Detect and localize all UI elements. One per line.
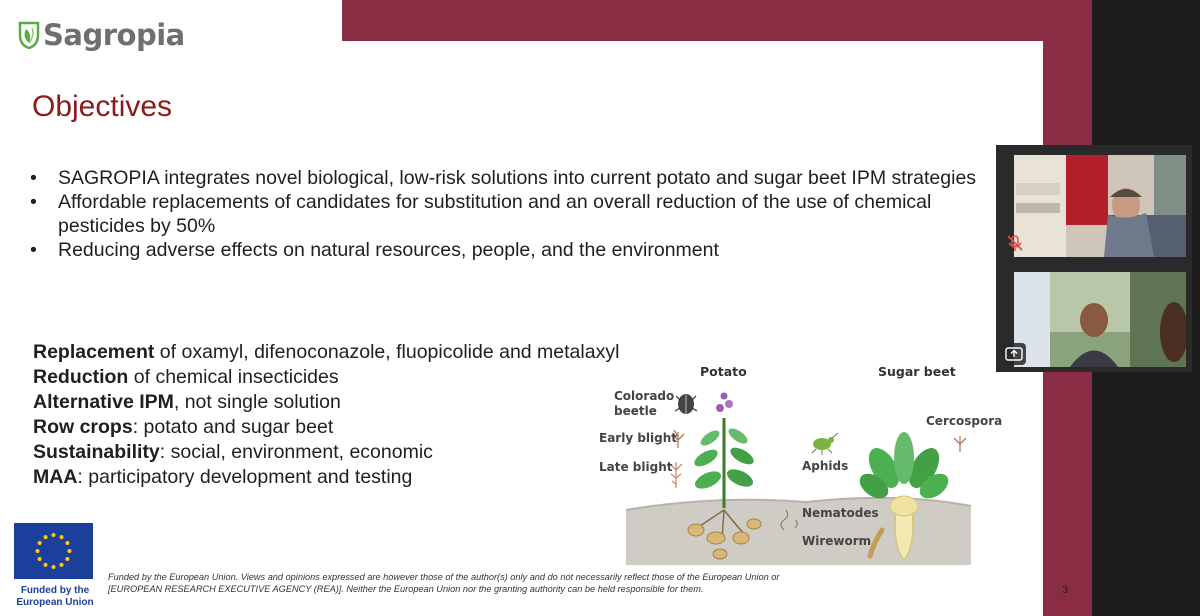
crop-pest-illustration — [596, 360, 1006, 570]
participant-2-video-frame — [1014, 272, 1186, 367]
aphid-icon — [812, 433, 838, 455]
soil-layer — [626, 498, 971, 565]
slide-title: Objectives — [32, 90, 173, 123]
objective-bullet: • SAGROPIA integrates novel biological, low-risk solutions into current potato and sugar beet IPM strategies — [30, 166, 1005, 190]
potato-heading: Potato — [700, 364, 747, 379]
eu-funding-label: Funded by the European Union — [16, 585, 94, 608]
objective-bullet: • Affordable replacements of candidates for substitution and an overall reduction of the use of chemical pesticides by 50% — [30, 190, 1005, 238]
accent-band-top — [342, 0, 1092, 41]
cercospora-label: Cercospora — [926, 414, 1003, 428]
participant-1-video-frame — [1014, 155, 1186, 257]
colorado-label-1: Colorado — [614, 389, 675, 403]
key-point: MAA: participatory development and testing — [33, 466, 413, 488]
slide-page-number: 3 — [1062, 584, 1069, 596]
key-point: Alternative IPM, not single solution — [33, 391, 341, 413]
logo-text: Sagropia — [43, 18, 185, 52]
key-point: Reduction of chemical insecticides — [33, 366, 339, 388]
leaf-shield-icon — [18, 21, 40, 49]
colorado-label-2: beetle — [614, 404, 657, 418]
key-point: Row crops: potato and sugar beet — [33, 416, 334, 438]
late-blight-label: Late blight — [599, 460, 673, 474]
share-screen-icon[interactable] — [1002, 343, 1026, 365]
eu-flag-icon — [14, 523, 93, 579]
objectives-list — [30, 166, 1005, 262]
mic-muted-icon[interactable] — [1004, 232, 1026, 254]
participant-video — [1014, 155, 1186, 257]
participant-video-tile[interactable] — [996, 262, 1192, 372]
objective-bullet: • Reducing adverse effects on natural resources, people, and the environment — [30, 238, 1005, 262]
sugar-beet-heading: Sugar beet — [878, 364, 956, 379]
sagropia-logo — [18, 18, 185, 52]
early-blight-label: Early blight — [599, 431, 678, 445]
nematodes-label: Nematodes — [802, 506, 879, 520]
key-point: Sustainability: social, environment, economic — [33, 441, 433, 463]
participant-video-tile[interactable] — [996, 145, 1192, 262]
cercospora-icon — [954, 436, 966, 452]
funding-disclaimer: Funded by the European Union. Views and opinions expressed are however those of the author(s) only and do not necessarily reflect those of the European Union or [EUROPEAN RESEARCH EXECUTIVE AGENCY (REA)]. Neither the European Union nor the granting authority can be held responsible for them. — [108, 572, 780, 594]
key-points — [33, 340, 619, 490]
participant-video — [1014, 272, 1186, 367]
colorado-beetle-icon — [675, 394, 697, 414]
eu-stars-icon — [14, 523, 93, 579]
wireworm-label: Wireworm — [802, 534, 872, 548]
aphids-label: Aphids — [802, 459, 849, 473]
key-point: Replacement of oxamyl, difenoconazole, fluopicolide and metalaxyl — [33, 341, 620, 363]
